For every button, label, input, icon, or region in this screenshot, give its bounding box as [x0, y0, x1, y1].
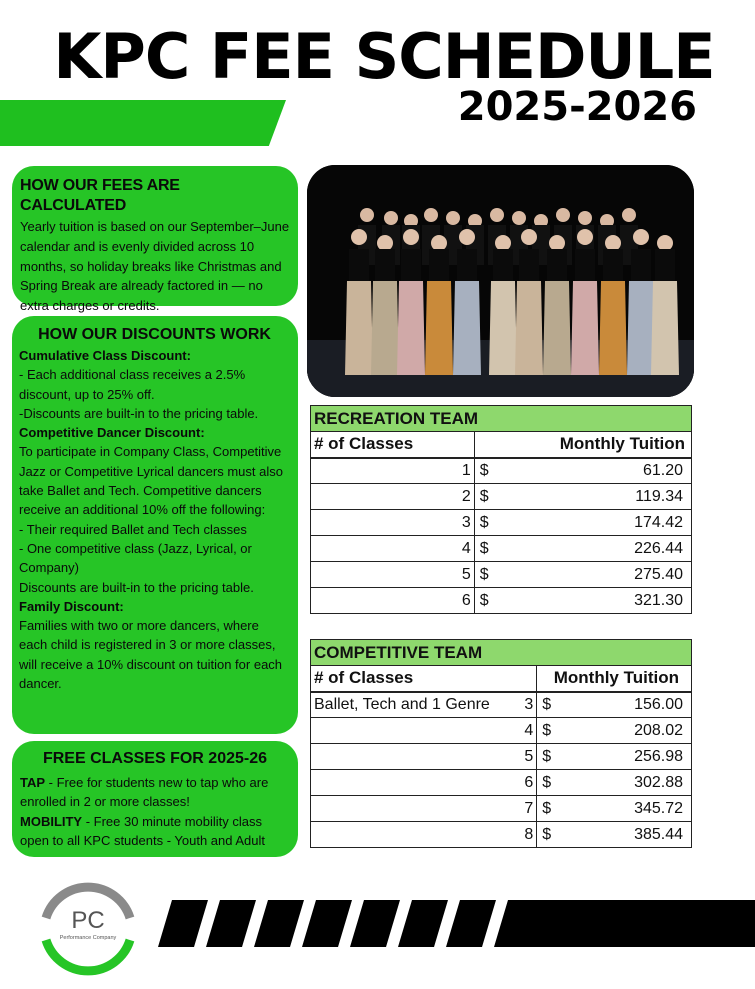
dancer-head [424, 208, 438, 222]
class-count: 5 [513, 744, 537, 770]
fees-calculated-box [12, 166, 298, 314]
free-item-mobility: MOBILITY - Free 30 minute mobility class open to all KPC students - Youth and Adult [20, 813, 266, 848]
page-title: KPC FEE SCHEDULE [53, 20, 715, 93]
discount-text: Discounts are built-in to the pricing table. [19, 579, 254, 595]
decorative-stripes [152, 900, 755, 947]
dancer-pants [345, 281, 373, 375]
dancer-head [633, 229, 649, 245]
stripe [206, 900, 256, 947]
tuition-amount: 208.02 [555, 718, 692, 744]
table-row [311, 718, 692, 744]
currency-symbol: $ [537, 770, 555, 796]
dancer-head [377, 235, 393, 251]
free-classes-box [12, 741, 298, 857]
table-row [311, 588, 692, 614]
dancer-head [622, 208, 636, 222]
dancer-head [556, 208, 570, 222]
currency-symbol: $ [537, 796, 555, 822]
class-count: 3 [450, 510, 474, 536]
discount-text: -Discounts are built-in to the pricing table. [19, 405, 259, 421]
fees-text: Yearly tuition is based on our September–June calendar and is evenly divided across 10 months, so holiday breaks like Christmas and Spring Break are already factored in — no extra charges or credits. [20, 219, 290, 314]
dancer-pants [627, 281, 655, 375]
classes-label [311, 822, 513, 848]
classes-label: Ballet, Tech and 1 Genre [311, 692, 513, 718]
stripe [254, 900, 304, 947]
table-row [311, 510, 692, 536]
class-count: 4 [513, 718, 537, 744]
dancer-head [549, 235, 565, 251]
dancer-pants [371, 281, 399, 375]
class-count: 6 [450, 588, 474, 614]
dancer-torso [457, 249, 477, 283]
currency-symbol: $ [474, 458, 492, 484]
logo-tagline: Performance Company [59, 935, 117, 941]
discount-text: Families with two or more dancers, where each child is registered in 3 or more classes, will receive a 10% discount on tuition for each dancer. [19, 618, 283, 692]
fees-heading: HOW OUR FEES ARE CALCULATED [20, 177, 180, 214]
currency-symbol: $ [474, 510, 492, 536]
performance-company-logo [38, 878, 138, 978]
table-row [311, 796, 692, 822]
currency-symbol: $ [537, 744, 555, 770]
dancer-head [657, 235, 673, 251]
dancer-torso [519, 249, 539, 283]
dancer-torso [349, 249, 369, 283]
dancer-pants [543, 281, 571, 375]
table-row [311, 536, 692, 562]
dancer-head [446, 211, 460, 225]
dancer-head [605, 235, 621, 251]
col-tuition-header: Monthly Tuition [474, 432, 691, 458]
table-row [311, 692, 692, 718]
table-row [311, 562, 692, 588]
green-accent-bar [0, 100, 286, 146]
dancers-group-photo [307, 165, 694, 397]
table-row [311, 744, 692, 770]
class-count: 6 [513, 770, 537, 796]
table-row [311, 484, 692, 510]
tuition-amount: 256.98 [555, 744, 692, 770]
dancer-head [512, 211, 526, 225]
stripe [158, 900, 208, 947]
dancer-head [360, 208, 374, 222]
tuition-amount: 174.42 [492, 510, 691, 536]
classes-label [311, 458, 451, 484]
currency-symbol: $ [537, 692, 555, 718]
dancer-pants [651, 281, 679, 375]
classes-label [311, 484, 451, 510]
discount-subheading: Competitive Dancer Discount: [19, 425, 205, 441]
dancer-head [521, 229, 537, 245]
class-count: 5 [450, 562, 474, 588]
discounts-box [12, 316, 298, 734]
dancer-torso [547, 249, 567, 283]
recreation-team-table [310, 405, 692, 614]
dancer-pants [489, 281, 517, 375]
dancer-head [403, 229, 419, 245]
discount-text: - One competitive class (Jazz, Lyrical, or Company) [19, 540, 252, 576]
table-row [311, 770, 692, 796]
dancer-pants [515, 281, 543, 375]
dancer-pants [397, 281, 425, 375]
discount-subheading: Cumulative Class Discount: [19, 348, 191, 363]
free-item-tap: TAP - Free for students new to tap who are enrolled in 2 or more classes! [20, 775, 269, 810]
dancer-torso [401, 249, 421, 283]
stripe-long [494, 900, 755, 947]
currency-symbol: $ [474, 484, 492, 510]
col-classes-header: # of Classes [311, 666, 537, 692]
free-classes-heading: FREE CLASSES FOR 2025-26 [42, 750, 268, 767]
dancer-torso [429, 249, 449, 283]
tuition-amount: 275.40 [492, 562, 691, 588]
stripe [302, 900, 352, 947]
tuition-amount: 119.34 [492, 484, 691, 510]
dancers-photo-illustration [307, 165, 694, 397]
class-count: 7 [513, 796, 537, 822]
discounts-heading: HOW OUR DISCOUNTS WORK [38, 326, 271, 343]
dancer-head [578, 211, 592, 225]
currency-symbol: $ [537, 822, 555, 848]
currency-symbol: $ [474, 562, 492, 588]
dancer-torso [575, 249, 595, 283]
school-year: 2025-2026 [457, 84, 697, 130]
dancer-head [459, 229, 475, 245]
dancer-head [384, 211, 398, 225]
tuition-amount: 345.72 [555, 796, 692, 822]
logo-letters: PC [71, 907, 105, 934]
class-count: 4 [450, 536, 474, 562]
classes-label [311, 536, 451, 562]
tuition-amount: 302.88 [555, 770, 692, 796]
dancer-head [490, 208, 504, 222]
dancer-head [577, 229, 593, 245]
dancer-head [351, 229, 367, 245]
stripe [446, 900, 496, 947]
currency-symbol: $ [537, 718, 555, 744]
discount-lines [19, 346, 290, 693]
dancer-pants [425, 281, 453, 375]
discount-text: To participate in Company Class, Competitive Jazz or Competitive Lyrical dancers must also take Ballet and Tech. Competitive dancers receive an additional 10% off the following: [19, 444, 283, 518]
currency-symbol: $ [474, 536, 492, 562]
class-count: 1 [450, 458, 474, 484]
discount-subheading: Family Discount: [19, 598, 124, 614]
classes-label [311, 718, 513, 744]
currency-symbol: $ [474, 588, 492, 614]
competitive-table-title: COMPETITIVE TEAM [311, 640, 692, 666]
classes-label [311, 796, 513, 822]
tuition-amount: 61.20 [492, 458, 691, 484]
dancer-head [431, 235, 447, 251]
dancer-torso [375, 249, 395, 283]
tuition-amount: 385.44 [555, 822, 692, 848]
col-classes-header: # of Classes [311, 432, 475, 458]
competitive-team-table [310, 639, 692, 848]
class-count: 8 [513, 822, 537, 848]
tuition-amount: 321.30 [492, 588, 691, 614]
classes-label [311, 588, 451, 614]
dancer-head [495, 235, 511, 251]
dancer-torso [603, 249, 623, 283]
class-count: 2 [450, 484, 474, 510]
dancer-pants [571, 281, 599, 375]
tuition-amount: 156.00 [555, 692, 692, 718]
stripe [398, 900, 448, 947]
table-row [311, 822, 692, 848]
classes-label [311, 510, 451, 536]
dancer-pants [599, 281, 627, 375]
dancer-torso [655, 249, 675, 283]
dancer-pants [453, 281, 481, 375]
recreation-table-title: RECREATION TEAM [311, 406, 692, 432]
dancer-torso [493, 249, 513, 283]
class-count: 3 [513, 692, 537, 718]
table-row [311, 458, 692, 484]
dancer-torso [631, 249, 651, 283]
col-tuition-header: Monthly Tuition [537, 666, 692, 692]
discount-text: - Each additional class receives a 2.5% discount, up to 25% off. [19, 367, 246, 402]
discount-text: - Their required Ballet and Tech classes [19, 521, 247, 537]
tuition-amount: 226.44 [492, 536, 691, 562]
classes-label [311, 770, 513, 796]
classes-label [311, 562, 451, 588]
stripe [350, 900, 400, 947]
classes-label [311, 744, 513, 770]
